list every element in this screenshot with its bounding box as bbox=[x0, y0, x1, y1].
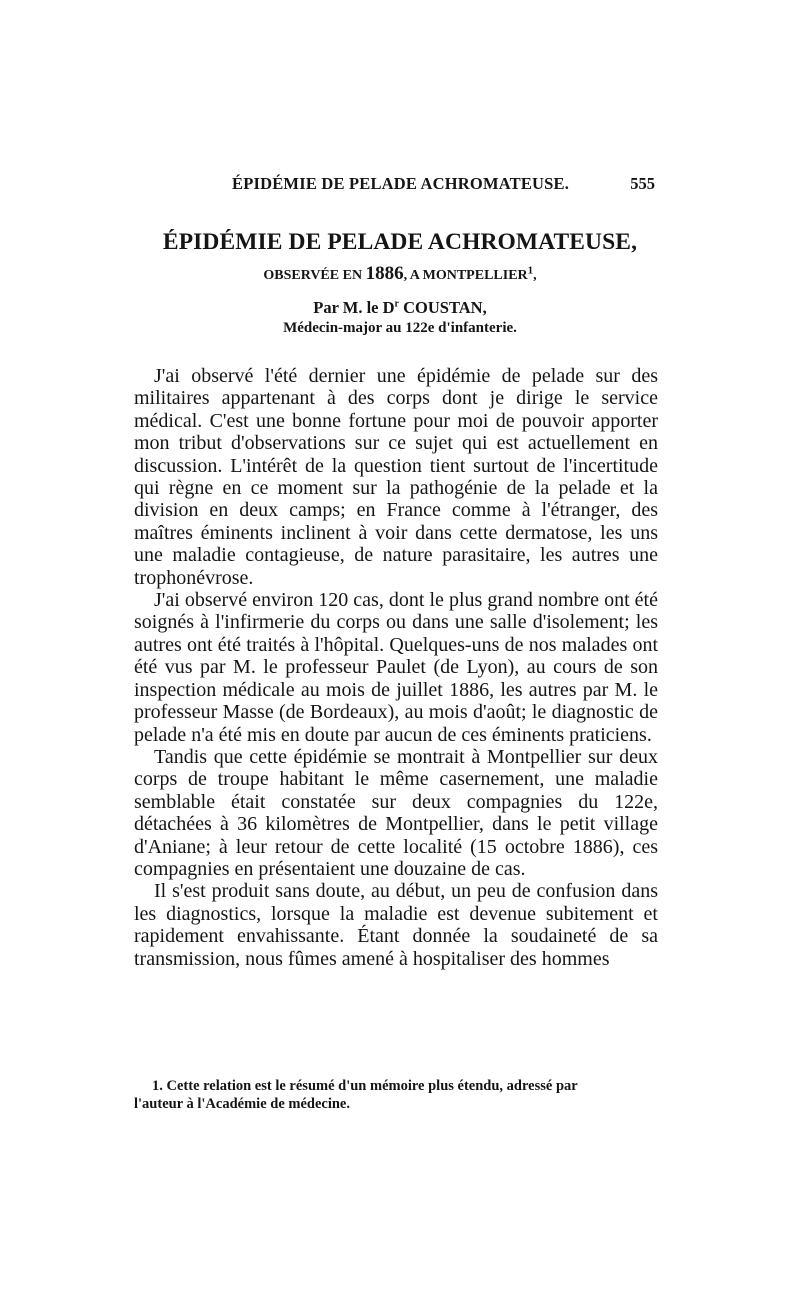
page-number: 555 bbox=[630, 174, 655, 193]
running-head bbox=[134, 174, 655, 196]
paragraph: J'ai observé l'été dernier une épidémie de pelade sur des militaires appartenant à des corps dont je dirige le service médical. C'est une bonne fortune pour moi de pouvoir apporter mon tribut d'observations sur ce sujet qui est actuellement en discussion. L'intérêt de la question tient surtout de l'incertitude qui règne en ce moment sur la pathogénie de la pelade et la division en deux camps; en France comme à l'étranger, des maîtres éminents inclinent à voir dans cette dermatose, les uns une maladie contagieuse, de nature parasitaire, les autres une trophonévrose. bbox=[134, 365, 658, 589]
subtitle-place: , A MONTPELLIER bbox=[403, 268, 528, 283]
byline-prefix: Par M. le D bbox=[313, 298, 395, 317]
article-title: ÉPIDÉMIE DE PELADE ACHROMATEUSE, bbox=[162, 229, 638, 255]
footnote bbox=[134, 1077, 667, 1113]
subtitle-year: 1886 bbox=[365, 263, 404, 284]
paragraph: J'ai observé environ 120 cas, dont le plus grand nombre ont été soignés à l'infirmerie du corps ou dans une salle d'isolement; les autres ont été traités à l'hôpital. Quelques-uns de nos malades ont été vus par M. le professeur Paulet (de Lyon), au cours de son inspection médicale au mois de juillet 1886, les autres par M. le professeur Masse (de Bordeaux), au mois d'août; le diagnostic de pelade n'a été mis en doute par aucun de ces éminents praticiens. bbox=[134, 589, 658, 746]
running-title: ÉPIDÉMIE DE PELADE ACHROMATEUSE. bbox=[232, 174, 570, 193]
article-subtitle bbox=[0, 263, 800, 285]
body-text bbox=[134, 365, 658, 970]
subtitle-prefix: OBSERVÉE EN bbox=[263, 268, 366, 283]
byline bbox=[0, 298, 800, 318]
paragraph: Tandis que cette épidémie se montrait à Montpellier sur deux corps de troupe habitant le même casernement, une maladie semblable était constatée sur deux compagnies du 122e, détachées à 36 kilomètres de Montpellier, dans le petit village d'Aniane; à leur retour de cette localité (15 octobre 1886), ces compagnies en présentaient une douzaine de cas. bbox=[134, 745, 658, 880]
footnote-marker: 1 bbox=[527, 264, 534, 277]
footnote-line: Cette relation est le résumé d'un mémoire plus étendu, adressé par bbox=[166, 1078, 578, 1094]
footnote-line: l'auteur à l'Académie de médecine. bbox=[134, 1096, 350, 1112]
byline-author: COUSTAN, bbox=[399, 298, 487, 317]
footnote-number: 1. bbox=[152, 1078, 163, 1094]
byline-title-sup: r bbox=[394, 298, 399, 310]
author-affiliation: Médecin-major au 122e d'infanterie. bbox=[283, 320, 517, 336]
subtitle-end: , bbox=[533, 268, 537, 283]
paragraph: Il s'est produit sans doute, au début, un peu de confusion dans les diagnostics, lorsque la maladie est devenue subitement et rapidement envahissante. Étant donnée la soudaineté de sa transmission, nous fûmes amené à hospitaliser des hommes bbox=[134, 880, 658, 970]
